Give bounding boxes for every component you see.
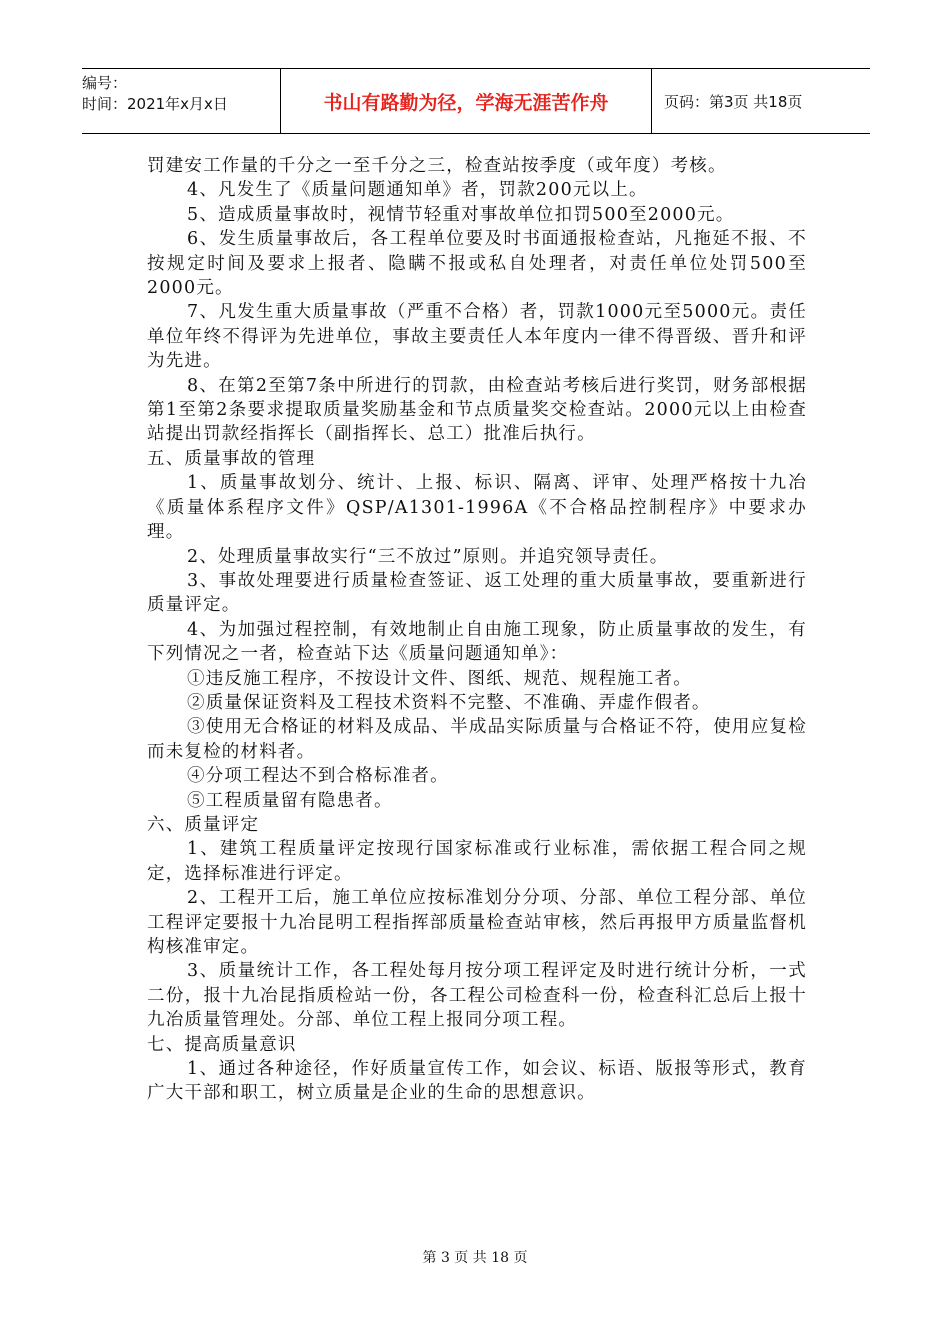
list-item: ②质量保证资料及工程技术资料不完整、不准确、弄虚作假者。: [187, 692, 711, 713]
list-item: ④分项工程达不到合格标准者。: [187, 766, 449, 787]
page-code: 页码：第3页 共18页: [664, 92, 803, 111]
list-item: ③使用无合格证的材料及成品、半成品实际质量与合格证不符，使用应复检而未复检的材料者。: [147, 717, 807, 762]
paragraph: 3、事故处理要进行质量检查签证、返工处理的重大质量事故，要重新进行质量评定。: [147, 570, 807, 616]
paragraph: 4、为加强过程控制，有效地制止自由施工现象，防止质量事故的发生，有下列情况之一者，检查站下达《质量问题通知单》：: [147, 619, 807, 665]
paragraph: 6、发生质量事故后，各工程单位要及时书面通报检查站，凡拖延不报、不按规定时间及要求上报者、隐瞒不报或私自处理者，对责任单位处罚500至2000元。: [147, 229, 807, 299]
paragraph: 1、通过各种途径，作好质量宣传工作，如会议、标语、版报等形式，教育广大干部和职工，树立质量是企业的生命的思想意识。: [147, 1059, 807, 1104]
page-footer: 第 3 页 共 18 页: [422, 1250, 528, 1266]
header-info-cell: [82, 69, 281, 133]
number-label: 编号：: [82, 74, 128, 92]
paragraph: 2、处理质量事故实行“三不放过”原则。并追究领导责任。: [187, 546, 669, 567]
paragraph: 3、质量统计工作，各工程处每月按分项工程评定及时进行统计分析，一式二份，报十九冶昆指质检站一份，各工程公司检查科一份，检查科汇总后上报十九冶质量管理处。分部、单位工程上报同分项工程。: [147, 961, 807, 1031]
section-heading: 六、质量评定: [147, 814, 260, 835]
paragraph: 7、凡发生重大质量事故（严重不合格）者，罚款1000元至5000元。责任单位年终不得评为先进单位，事故主要责任人本年度内一律不得晋级、晋升和评为先进。: [147, 302, 807, 372]
paragraph: 4、凡发生了《质量问题通知单》者，罚款200元以上。: [187, 180, 648, 201]
paragraph: 1、质量事故划分、统计、上报、标识、隔离、评审、处理严格按十九冶《质量体系程序文件》QSP/A1301-1996A《不合格品控制程序》中要求办理。: [147, 473, 807, 543]
list-item: ⑤工程质量留有隐患者。: [187, 790, 393, 811]
list-item: ①违反施工程序，不按设计文件、图纸、规范、规程施工者。: [187, 668, 692, 689]
paragraph: 罚建安工作量的千分之一至千分之三，检查站按季度（或年度）考核。: [147, 156, 727, 176]
paragraph: 1、建筑工程质量评定按现行国家标准或行业标准，需依据工程合同之规定，选择标准进行评定。: [147, 839, 807, 884]
paragraph: 2、工程开工后，施工单位应按标准划分分项、分部、单位工程分部、单位工程评定要报十九冶昆明工程指挥部质量检查站审核，然后再报甲方质量监督机构核准审定。: [147, 888, 807, 957]
paragraph: 8、在第2至第7条中所进行的罚款，由检查站考核后进行奖罚，财务部根据第1至第2条要求提取质量奖励基金和节点质量奖交检查站。2000元以上由检查站提出罚款经指挥长（副指挥长、总工）批准后执行。: [147, 375, 807, 445]
page-header: [82, 68, 870, 134]
section-heading: 五、质量事故的管理: [147, 448, 316, 469]
paragraph: 5、造成质量事故时，视情节轻重对事故单位扣罚500至2000元。: [187, 204, 735, 225]
motto: 书山有路勤为径，学海无涯苦作舟: [281, 69, 652, 133]
time-label: 时间：2021年x月x日: [82, 95, 228, 113]
section-heading: 七、提高质量意识: [147, 1034, 297, 1055]
document-body: [147, 154, 807, 1106]
